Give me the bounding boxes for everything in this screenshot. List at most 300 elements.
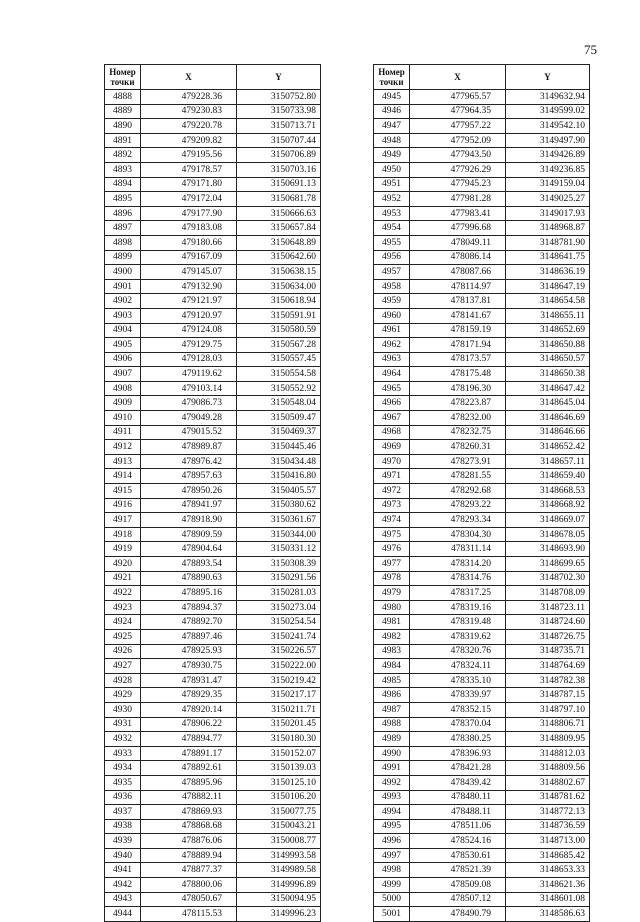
y-coordinate-cell: 3148797.10 [506, 702, 590, 717]
table-row [374, 323, 590, 338]
table-row [105, 221, 321, 236]
table-row [374, 805, 590, 820]
table-row [105, 659, 321, 674]
point-number-cell: 4947 [374, 119, 410, 134]
x-coordinate-cell: 479183.08 [141, 221, 237, 236]
y-coordinate-cell: 3150509.47 [237, 411, 321, 426]
x-coordinate-cell: 478319.48 [410, 615, 506, 630]
header-point-number: Номер точки [105, 65, 141, 90]
table-row [374, 308, 590, 323]
point-number-cell: 4988 [374, 717, 410, 732]
point-number-cell: 4965 [374, 381, 410, 396]
x-coordinate-cell: 479049.28 [141, 411, 237, 426]
y-coordinate-cell: 3148641.75 [506, 250, 590, 265]
y-coordinate-cell: 3150666.63 [237, 206, 321, 221]
x-coordinate-cell: 479124.08 [141, 323, 237, 338]
x-coordinate-cell: 478894.77 [141, 732, 237, 747]
point-number-cell: 4897 [105, 221, 141, 236]
table-row [105, 746, 321, 761]
x-coordinate-cell: 478511.06 [410, 819, 506, 834]
y-coordinate-cell: 3150180.30 [237, 732, 321, 747]
table-row [374, 279, 590, 294]
point-number-cell: 4896 [105, 206, 141, 221]
x-coordinate-cell: 478480.11 [410, 790, 506, 805]
x-coordinate-cell: 479132.90 [141, 279, 237, 294]
table-row [105, 629, 321, 644]
x-coordinate-cell: 478396.93 [410, 746, 506, 761]
x-coordinate-cell: 479178.57 [141, 162, 237, 177]
y-coordinate-cell: 3148708.09 [506, 586, 590, 601]
point-number-cell: 4982 [374, 629, 410, 644]
y-coordinate-cell: 3150557.45 [237, 352, 321, 367]
table-row [105, 338, 321, 353]
table-row [374, 907, 590, 922]
x-coordinate-cell: 478281.55 [410, 469, 506, 484]
table-row [374, 440, 590, 455]
y-coordinate-cell: 3149996.23 [237, 907, 321, 922]
x-coordinate-cell: 478895.96 [141, 775, 237, 790]
table-row [105, 848, 321, 863]
x-coordinate-cell: 478507.12 [410, 892, 506, 907]
y-coordinate-cell: 3148968.87 [506, 221, 590, 236]
table-row [374, 571, 590, 586]
table-row [374, 527, 590, 542]
point-number-cell: 4935 [105, 775, 141, 790]
point-number-cell: 4983 [374, 644, 410, 659]
x-coordinate-cell: 478521.39 [410, 863, 506, 878]
x-coordinate-cell: 479119.62 [141, 367, 237, 382]
x-coordinate-cell: 479230.83 [141, 104, 237, 119]
x-coordinate-cell: 478223.87 [410, 396, 506, 411]
y-coordinate-cell: 3149996.89 [237, 878, 321, 893]
table-row [105, 206, 321, 221]
y-coordinate-cell: 3148713.00 [506, 834, 590, 849]
x-coordinate-cell: 478171.94 [410, 338, 506, 353]
x-coordinate-cell: 478524.16 [410, 834, 506, 849]
y-coordinate-cell: 3150344.00 [237, 527, 321, 542]
table-row [105, 235, 321, 250]
x-coordinate-cell: 479129.75 [141, 338, 237, 353]
table-row [105, 294, 321, 309]
y-coordinate-cell: 3148802.67 [506, 775, 590, 790]
table-row [374, 294, 590, 309]
point-number-cell: 4967 [374, 411, 410, 426]
x-coordinate-cell: 478895.16 [141, 586, 237, 601]
point-number-cell: 4999 [374, 878, 410, 893]
table-row [374, 629, 590, 644]
x-coordinate-cell: 479086.73 [141, 396, 237, 411]
point-number-cell: 4940 [105, 848, 141, 863]
x-coordinate-cell: 478320.76 [410, 644, 506, 659]
header-y: Y [506, 65, 590, 90]
x-coordinate-cell: 478335.10 [410, 673, 506, 688]
y-coordinate-cell: 3148699.65 [506, 557, 590, 572]
table-row [105, 834, 321, 849]
x-coordinate-cell: 478892.70 [141, 615, 237, 630]
point-number-cell: 4969 [374, 440, 410, 455]
y-coordinate-cell: 3150273.04 [237, 600, 321, 615]
table-row [374, 673, 590, 688]
point-number-cell: 4911 [105, 425, 141, 440]
x-coordinate-cell: 477952.09 [410, 133, 506, 148]
point-number-cell: 4931 [105, 717, 141, 732]
x-coordinate-cell: 479180.66 [141, 235, 237, 250]
x-coordinate-cell: 478490.79 [410, 907, 506, 922]
point-number-cell: 4918 [105, 527, 141, 542]
table-row [105, 265, 321, 280]
y-coordinate-cell: 3149025.27 [506, 192, 590, 207]
y-coordinate-cell: 3148781.62 [506, 790, 590, 805]
point-number-cell: 4968 [374, 425, 410, 440]
x-coordinate-cell: 478317.25 [410, 586, 506, 601]
table-row [105, 148, 321, 163]
point-number-cell: 4937 [105, 805, 141, 820]
y-coordinate-cell: 3150434.48 [237, 454, 321, 469]
y-coordinate-cell: 3150219.42 [237, 673, 321, 688]
x-coordinate-cell: 478897.46 [141, 629, 237, 644]
table-row [105, 469, 321, 484]
table-row [105, 133, 321, 148]
table-row [105, 90, 321, 105]
y-coordinate-cell: 3150752.80 [237, 90, 321, 105]
table-row [374, 221, 590, 236]
table-row [105, 323, 321, 338]
x-coordinate-cell: 478976.42 [141, 454, 237, 469]
y-coordinate-cell: 3148809.95 [506, 732, 590, 747]
point-number-cell: 4962 [374, 338, 410, 353]
table-row [105, 192, 321, 207]
x-coordinate-cell: 478906.22 [141, 717, 237, 732]
x-coordinate-cell: 479177.90 [141, 206, 237, 221]
y-coordinate-cell: 3149236.85 [506, 162, 590, 177]
x-coordinate-cell: 478273.91 [410, 454, 506, 469]
y-coordinate-cell: 3148659.40 [506, 469, 590, 484]
point-number-cell: 4953 [374, 206, 410, 221]
point-number-cell: 4997 [374, 848, 410, 863]
y-coordinate-cell: 3148782.38 [506, 673, 590, 688]
table-row [105, 542, 321, 557]
point-number-cell: 4980 [374, 600, 410, 615]
y-coordinate-cell: 3150331.12 [237, 542, 321, 557]
y-coordinate-cell: 3150591.91 [237, 308, 321, 323]
y-coordinate-cell: 3148650.38 [506, 367, 590, 382]
point-number-cell: 4981 [374, 615, 410, 630]
x-coordinate-cell: 478925.93 [141, 644, 237, 659]
point-number-cell: 4952 [374, 192, 410, 207]
x-coordinate-cell: 478173.57 [410, 352, 506, 367]
point-number-cell: 4985 [374, 673, 410, 688]
y-coordinate-cell: 3149497.90 [506, 133, 590, 148]
y-coordinate-cell: 3150281.03 [237, 586, 321, 601]
point-number-cell: 4912 [105, 440, 141, 455]
x-coordinate-cell: 478137.81 [410, 294, 506, 309]
y-coordinate-cell: 3148723.11 [506, 600, 590, 615]
table-row [105, 600, 321, 615]
y-coordinate-cell: 3148646.69 [506, 411, 590, 426]
y-coordinate-cell: 3148787.15 [506, 688, 590, 703]
y-coordinate-cell: 3148647.42 [506, 381, 590, 396]
y-coordinate-cell: 3150077.75 [237, 805, 321, 820]
table-body-right [374, 90, 590, 922]
x-coordinate-cell: 478314.20 [410, 557, 506, 572]
y-coordinate-cell: 3150125.10 [237, 775, 321, 790]
x-coordinate-cell: 479195.56 [141, 148, 237, 163]
point-number-cell: 4939 [105, 834, 141, 849]
table-row [374, 119, 590, 134]
x-coordinate-cell: 478530.61 [410, 848, 506, 863]
y-coordinate-cell: 3149989.58 [237, 863, 321, 878]
table-row [105, 819, 321, 834]
table-row [374, 250, 590, 265]
x-coordinate-cell: 478918.90 [141, 513, 237, 528]
point-number-cell: 4919 [105, 542, 141, 557]
x-coordinate-cell: 478314.76 [410, 571, 506, 586]
table-row [374, 790, 590, 805]
x-coordinate-cell: 478232.00 [410, 411, 506, 426]
y-coordinate-cell: 3148646.66 [506, 425, 590, 440]
table-row [105, 805, 321, 820]
x-coordinate-cell: 478941.97 [141, 498, 237, 513]
table-row [374, 177, 590, 192]
point-number-cell: 4987 [374, 702, 410, 717]
point-number-cell: 4890 [105, 119, 141, 134]
table-row [105, 498, 321, 513]
table-row [374, 659, 590, 674]
point-number-cell: 4961 [374, 323, 410, 338]
x-coordinate-cell: 478930.75 [141, 659, 237, 674]
table-row [374, 90, 590, 105]
point-number-cell: 4888 [105, 90, 141, 105]
x-coordinate-cell: 477996.68 [410, 221, 506, 236]
table-row [374, 717, 590, 732]
point-number-cell: 4941 [105, 863, 141, 878]
point-number-cell: 4923 [105, 600, 141, 615]
table-row [374, 148, 590, 163]
table-row [374, 863, 590, 878]
y-coordinate-cell: 3150634.00 [237, 279, 321, 294]
x-coordinate-cell: 477943.50 [410, 148, 506, 163]
y-coordinate-cell: 3148668.92 [506, 498, 590, 513]
x-coordinate-cell: 478800.06 [141, 878, 237, 893]
table-row [374, 819, 590, 834]
table-row [105, 717, 321, 732]
x-coordinate-cell: 478509.08 [410, 878, 506, 893]
point-number-cell: 4924 [105, 615, 141, 630]
point-number-cell: 4996 [374, 834, 410, 849]
header-x: X [410, 65, 506, 90]
point-number-cell: 4990 [374, 746, 410, 761]
x-coordinate-cell: 478957.63 [141, 469, 237, 484]
y-coordinate-cell: 3148652.42 [506, 440, 590, 455]
table-header-row [374, 65, 590, 90]
x-coordinate-cell: 479103.14 [141, 381, 237, 396]
table-row [105, 513, 321, 528]
x-coordinate-cell: 478876.06 [141, 834, 237, 849]
point-number-cell: 4913 [105, 454, 141, 469]
y-coordinate-cell: 3148650.57 [506, 352, 590, 367]
table-row [374, 411, 590, 426]
y-coordinate-cell: 3150713.71 [237, 119, 321, 134]
point-number-cell: 4895 [105, 192, 141, 207]
header-x: X [141, 65, 237, 90]
point-number-cell: 4946 [374, 104, 410, 119]
y-coordinate-cell: 3148621.36 [506, 878, 590, 893]
table-row [105, 425, 321, 440]
x-coordinate-cell: 478868.68 [141, 819, 237, 834]
y-coordinate-cell: 3150618.94 [237, 294, 321, 309]
table-row [374, 542, 590, 557]
x-coordinate-cell: 478439.42 [410, 775, 506, 790]
x-coordinate-cell: 478882.11 [141, 790, 237, 805]
table-row [374, 761, 590, 776]
table-row [105, 367, 321, 382]
point-number-cell: 4892 [105, 148, 141, 163]
point-number-cell: 4994 [374, 805, 410, 820]
y-coordinate-cell: 3148654.58 [506, 294, 590, 309]
point-number-cell: 4891 [105, 133, 141, 148]
table-row [105, 177, 321, 192]
x-coordinate-cell: 478260.31 [410, 440, 506, 455]
x-coordinate-cell: 478159.19 [410, 323, 506, 338]
point-number-cell: 4905 [105, 338, 141, 353]
point-number-cell: 4966 [374, 396, 410, 411]
point-number-cell: 4938 [105, 819, 141, 834]
y-coordinate-cell: 3150416.80 [237, 469, 321, 484]
y-coordinate-cell: 3148655.11 [506, 308, 590, 323]
point-number-cell: 4907 [105, 367, 141, 382]
point-number-cell: 4992 [374, 775, 410, 790]
point-number-cell: 4963 [374, 352, 410, 367]
x-coordinate-cell: 478352.15 [410, 702, 506, 717]
x-coordinate-cell: 478319.16 [410, 600, 506, 615]
point-number-cell: 4903 [105, 308, 141, 323]
table-row [105, 104, 321, 119]
point-number-cell: 4986 [374, 688, 410, 703]
point-number-cell: 4936 [105, 790, 141, 805]
point-number-cell: 4893 [105, 162, 141, 177]
table-row [374, 265, 590, 280]
table-row [105, 732, 321, 747]
point-number-cell: 4925 [105, 629, 141, 644]
x-coordinate-cell: 479121.97 [141, 294, 237, 309]
point-number-cell: 4949 [374, 148, 410, 163]
y-coordinate-cell: 3150241.74 [237, 629, 321, 644]
point-number-cell: 4995 [374, 819, 410, 834]
point-number-cell: 4904 [105, 323, 141, 338]
point-number-cell: 4894 [105, 177, 141, 192]
table-row [374, 848, 590, 863]
point-number-cell: 4948 [374, 133, 410, 148]
point-number-cell: 4902 [105, 294, 141, 309]
table-row [105, 352, 321, 367]
point-number-cell: 4974 [374, 513, 410, 528]
y-coordinate-cell: 3148764.69 [506, 659, 590, 674]
y-coordinate-cell: 3149632.94 [506, 90, 590, 105]
x-coordinate-cell: 478894.37 [141, 600, 237, 615]
point-number-cell: 4998 [374, 863, 410, 878]
x-coordinate-cell: 479220.78 [141, 119, 237, 134]
point-number-cell: 4958 [374, 279, 410, 294]
point-number-cell: 4916 [105, 498, 141, 513]
y-coordinate-cell: 3148724.60 [506, 615, 590, 630]
table-row [105, 250, 321, 265]
table-row [105, 790, 321, 805]
y-coordinate-cell: 3150211.71 [237, 702, 321, 717]
y-coordinate-cell: 3150554.58 [237, 367, 321, 382]
coordinates-table-left [104, 64, 321, 922]
y-coordinate-cell: 3148685.42 [506, 848, 590, 863]
page-number: 75 [584, 42, 597, 57]
point-number-cell: 4908 [105, 381, 141, 396]
point-number-cell: 5001 [374, 907, 410, 922]
y-coordinate-cell: 3150548.04 [237, 396, 321, 411]
y-coordinate-cell: 3149993.58 [237, 848, 321, 863]
point-number-cell: 4914 [105, 469, 141, 484]
x-coordinate-cell: 478293.22 [410, 498, 506, 513]
x-coordinate-cell: 478339.97 [410, 688, 506, 703]
table-row [374, 425, 590, 440]
table-row [374, 192, 590, 207]
table-row [105, 162, 321, 177]
x-coordinate-cell: 479228.36 [141, 90, 237, 105]
x-coordinate-cell: 479167.09 [141, 250, 237, 265]
x-coordinate-cell: 477981.28 [410, 192, 506, 207]
x-coordinate-cell: 478292.68 [410, 484, 506, 499]
y-coordinate-cell: 3150648.89 [237, 235, 321, 250]
point-number-cell: 4957 [374, 265, 410, 280]
point-number-cell: 4945 [374, 90, 410, 105]
table-row [105, 571, 321, 586]
y-coordinate-cell: 3148772.13 [506, 805, 590, 820]
x-coordinate-cell: 478931.47 [141, 673, 237, 688]
y-coordinate-cell: 3150222.00 [237, 659, 321, 674]
point-number-cell: 4930 [105, 702, 141, 717]
y-coordinate-cell: 3148678.05 [506, 527, 590, 542]
point-number-cell: 4926 [105, 644, 141, 659]
y-coordinate-cell: 3148668.53 [506, 484, 590, 499]
x-coordinate-cell: 479128.03 [141, 352, 237, 367]
point-number-cell: 4934 [105, 761, 141, 776]
table-row [374, 746, 590, 761]
table-row [374, 338, 590, 353]
x-coordinate-cell: 478989.87 [141, 440, 237, 455]
y-coordinate-cell: 3148653.33 [506, 863, 590, 878]
x-coordinate-cell: 478049.11 [410, 235, 506, 250]
table-row [105, 381, 321, 396]
table-row [374, 775, 590, 790]
y-coordinate-cell: 3150445.46 [237, 440, 321, 455]
table-row [374, 878, 590, 893]
x-coordinate-cell: 479171.80 [141, 177, 237, 192]
x-coordinate-cell: 478380.25 [410, 732, 506, 747]
x-coordinate-cell: 478892.61 [141, 761, 237, 776]
table-row [105, 557, 321, 572]
y-coordinate-cell: 3148601.08 [506, 892, 590, 907]
x-coordinate-cell: 477945.23 [410, 177, 506, 192]
point-number-cell: 4906 [105, 352, 141, 367]
y-coordinate-cell: 3148812.03 [506, 746, 590, 761]
table-row [374, 396, 590, 411]
y-coordinate-cell: 3148650.88 [506, 338, 590, 353]
table-row [105, 673, 321, 688]
x-coordinate-cell: 478050.67 [141, 892, 237, 907]
y-coordinate-cell: 3150703.16 [237, 162, 321, 177]
point-number-cell: 4972 [374, 484, 410, 499]
point-number-cell: 4909 [105, 396, 141, 411]
x-coordinate-cell: 478891.17 [141, 746, 237, 761]
table-row [374, 454, 590, 469]
y-coordinate-cell: 3148636.19 [506, 265, 590, 280]
